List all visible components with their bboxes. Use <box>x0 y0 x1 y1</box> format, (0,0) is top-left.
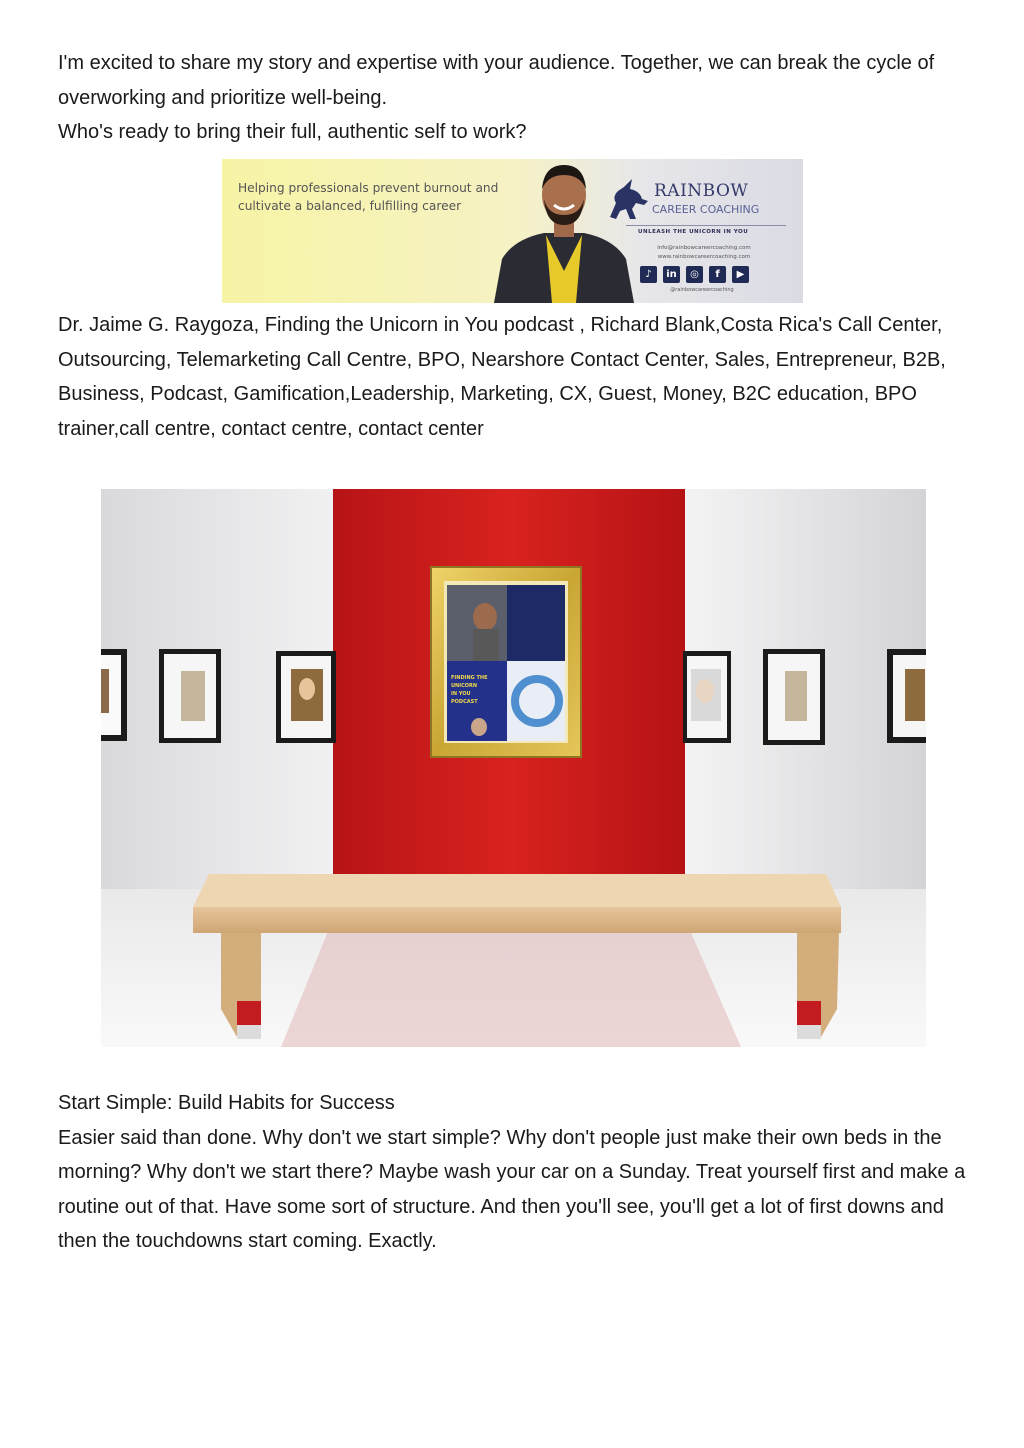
banner-tagline: Helping professionals prevent burnout and cultivate a balanced, fulfilling career <box>238 181 499 213</box>
brand-logo-block <box>602 173 802 299</box>
tiktok-icon: ♪ <box>640 266 657 283</box>
brand-motto: UNLEASH THE UNICORN IN YOU <box>638 229 749 235</box>
intro-text: I'm excited to share my story and expertise with your audience. Together, we can break the cycle of overworking and prioritize well-being. <box>58 52 935 109</box>
instagram-icon: ◎ <box>686 266 703 283</box>
right-frames <box>683 649 926 745</box>
social-handle: @rainbowcareercoaching <box>670 287 734 293</box>
social-icons-row <box>640 266 749 283</box>
gallery-scene <box>101 489 926 1047</box>
facebook-icon: f <box>709 266 726 283</box>
gallery-photo <box>101 489 926 1047</box>
tags-paragraph: Dr. Jaime G. Raygoza, Finding the Unicorn in You podcast , Richard Blank,Costa Rica's Call Center, Outsourcing, Telemarketing Call Centre, BPO, Nearshore Contact Center, Sales, Entrepreneur, B2B, Business, Podcast, Gamification,Leadership, Marketing, CX, Guest, Money, B2C education, BPO trainer,call centre, contact centre, contact center <box>58 314 946 440</box>
start-simple-section <box>58 1086 968 1259</box>
contact-website: www.rainbowcareercoaching.com <box>657 254 751 260</box>
intro-paragraph <box>58 46 968 150</box>
unicorn-logo-icon <box>602 177 652 221</box>
rainbow-career-coaching-banner <box>222 159 803 303</box>
svg-text:PODCAST: PODCAST <box>451 699 478 705</box>
section-heading: Start Simple: Build Habits for Success <box>58 1092 395 1114</box>
youtube-icon: ▶ <box>732 266 749 283</box>
contact-email: info@rainbowcareercoaching.com <box>657 245 751 251</box>
brand-subtitle: CAREER COACHING <box>652 203 760 216</box>
linkedin-icon: in <box>663 266 680 283</box>
svg-text:UNICORN: UNICORN <box>451 683 478 689</box>
logo-divider <box>626 225 786 226</box>
brand-title: RAINBOW <box>654 181 749 201</box>
podcast-poster-frame <box>431 567 581 757</box>
svg-text:IN YOU: IN YOU <box>451 691 471 697</box>
intro-question: Who's ready to bring their full, authentic self to work? <box>58 121 527 144</box>
svg-text:FINDING THE: FINDING THE <box>451 675 488 681</box>
section-body: Easier said than done. Why don't we start simple? Why don't people just make their own beds in the morning? Why don't we start there? Maybe wash your car on a Sunday. Treat yourself first and make a routine out of that. Have some sort of structure. And then you'll see, you'll get a lot of first downs and then the touchdowns start coming. Exactly. <box>58 1126 966 1253</box>
